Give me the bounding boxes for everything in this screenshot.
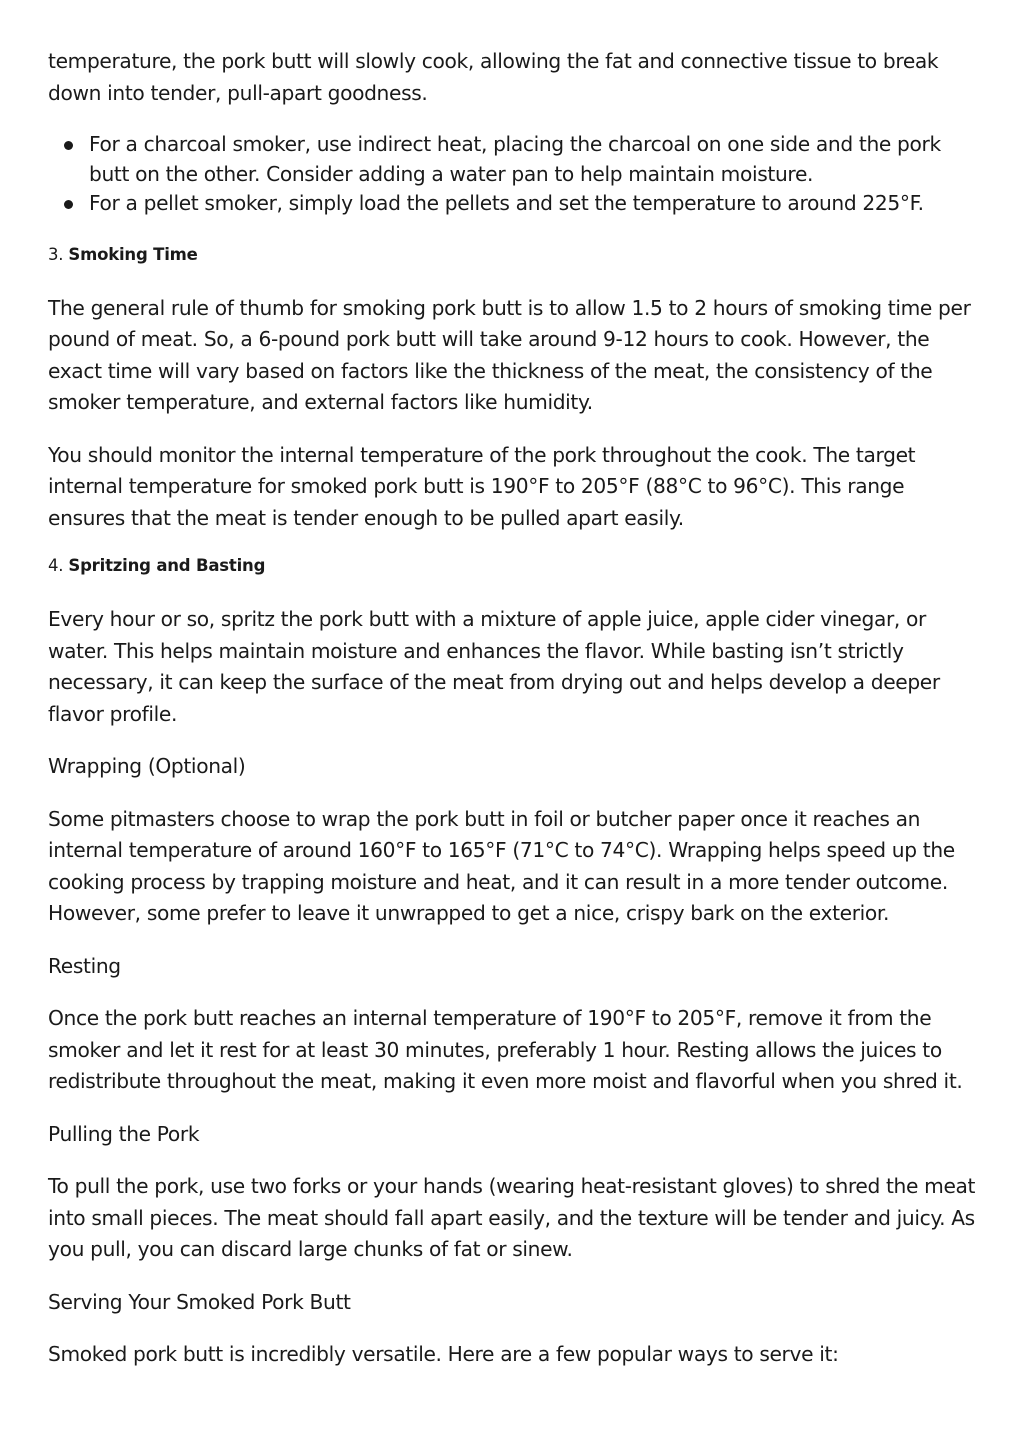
bullet-text-charcoal: For a charcoal smoker, use indirect heat, placing the charcoal on one side and the pork butt on the other. Consider adding a water pan to help maintain moisture.: [89, 132, 941, 186]
smoking-time-paragraph-1: The general rule of thumb for smoking pork butt is to allow 1.5 to 2 hours of smoking time per pound of meat. So, a 6-pound pork butt will take around 9-12 hours to cook. However, the exact time will vary based on factors like the thickness of the meat, the consistency of the smoker temperature, and external factors like humidity.: [48, 295, 971, 414]
bullet-icon: [64, 200, 73, 209]
section-3-heading: [48, 244, 976, 266]
resting-heading: Resting: [48, 953, 121, 978]
list-item: [48, 189, 976, 219]
pulling-paragraph: To pull the pork, use two forks or your hands (wearing heat-resistant gloves) to shred the meat into small pieces. The meat should fall apart easily, and the texture will be tender and juicy. As you pull, you can discard large chunks of fat or sinew.: [48, 1174, 976, 1261]
section-4-heading: [48, 555, 976, 577]
bullet-text-pellet: For a pellet smoker, simply load the pellets and set the temperature to around 225°F.: [89, 191, 924, 215]
resting-paragraph: Once the pork butt reaches an internal temperature of 190°F to 205°F, remove it from the smoker and let it rest for at least 30 minutes, preferably 1 hour. Resting allows the juices to redistribute throughout the meat, making it even more moist and flavorful when you shred it.: [48, 1006, 963, 1093]
wrapping-heading: Wrapping (Optional): [48, 754, 246, 778]
bullet-icon: [64, 141, 73, 150]
section-number: 3.: [48, 244, 64, 264]
serving-paragraph: Smoked pork butt is incredibly versatile. Here are a few popular ways to serve it:: [48, 1342, 839, 1366]
section-number: 4.: [48, 556, 64, 575]
pulling-heading: Pulling the Pork: [48, 1121, 200, 1146]
wrapping-paragraph: Some pitmasters choose to wrap the pork butt in foil or butcher paper once it reaches an internal temperature of around 160°F to 165°F (71°C to 74°C). Wrapping helps speed up the cooking process by trapping moisture and heat, and it can result in a more tender outcome. However, some prefer to leave it unwrapped to get a nice, crispy bark on the exterior.: [48, 806, 955, 925]
spritzing-paragraph: Every hour or so, spritz the pork butt with a mixture of apple juice, apple cider vinegar, or water. This helps maintain moisture and enhances the flavor. While basting isn’t strictly necessary, it can keep the surface of the meat from drying out and helps develop a deeper flavor profile.: [48, 607, 940, 726]
list-item: [48, 130, 976, 189]
intro-paragraph: temperature, the pork butt will slowly cook, allowing the fat and connective tissue to break down into tender, pull-apart goodness.: [48, 49, 939, 105]
smoker-bullet-list: [48, 130, 976, 219]
section-title: Spritzing and Basting: [68, 556, 266, 575]
section-title: Smoking Time: [68, 244, 198, 264]
serving-heading: Serving Your Smoked Pork Butt: [48, 1289, 351, 1314]
smoking-time-paragraph-2: You should monitor the internal temperature of the pork throughout the cook. The target internal temperature for smoked pork butt is 190°F to 205°F (88°C to 96°C). This range ensures that the meat is tender enough to be pulled apart easily.: [48, 442, 916, 530]
